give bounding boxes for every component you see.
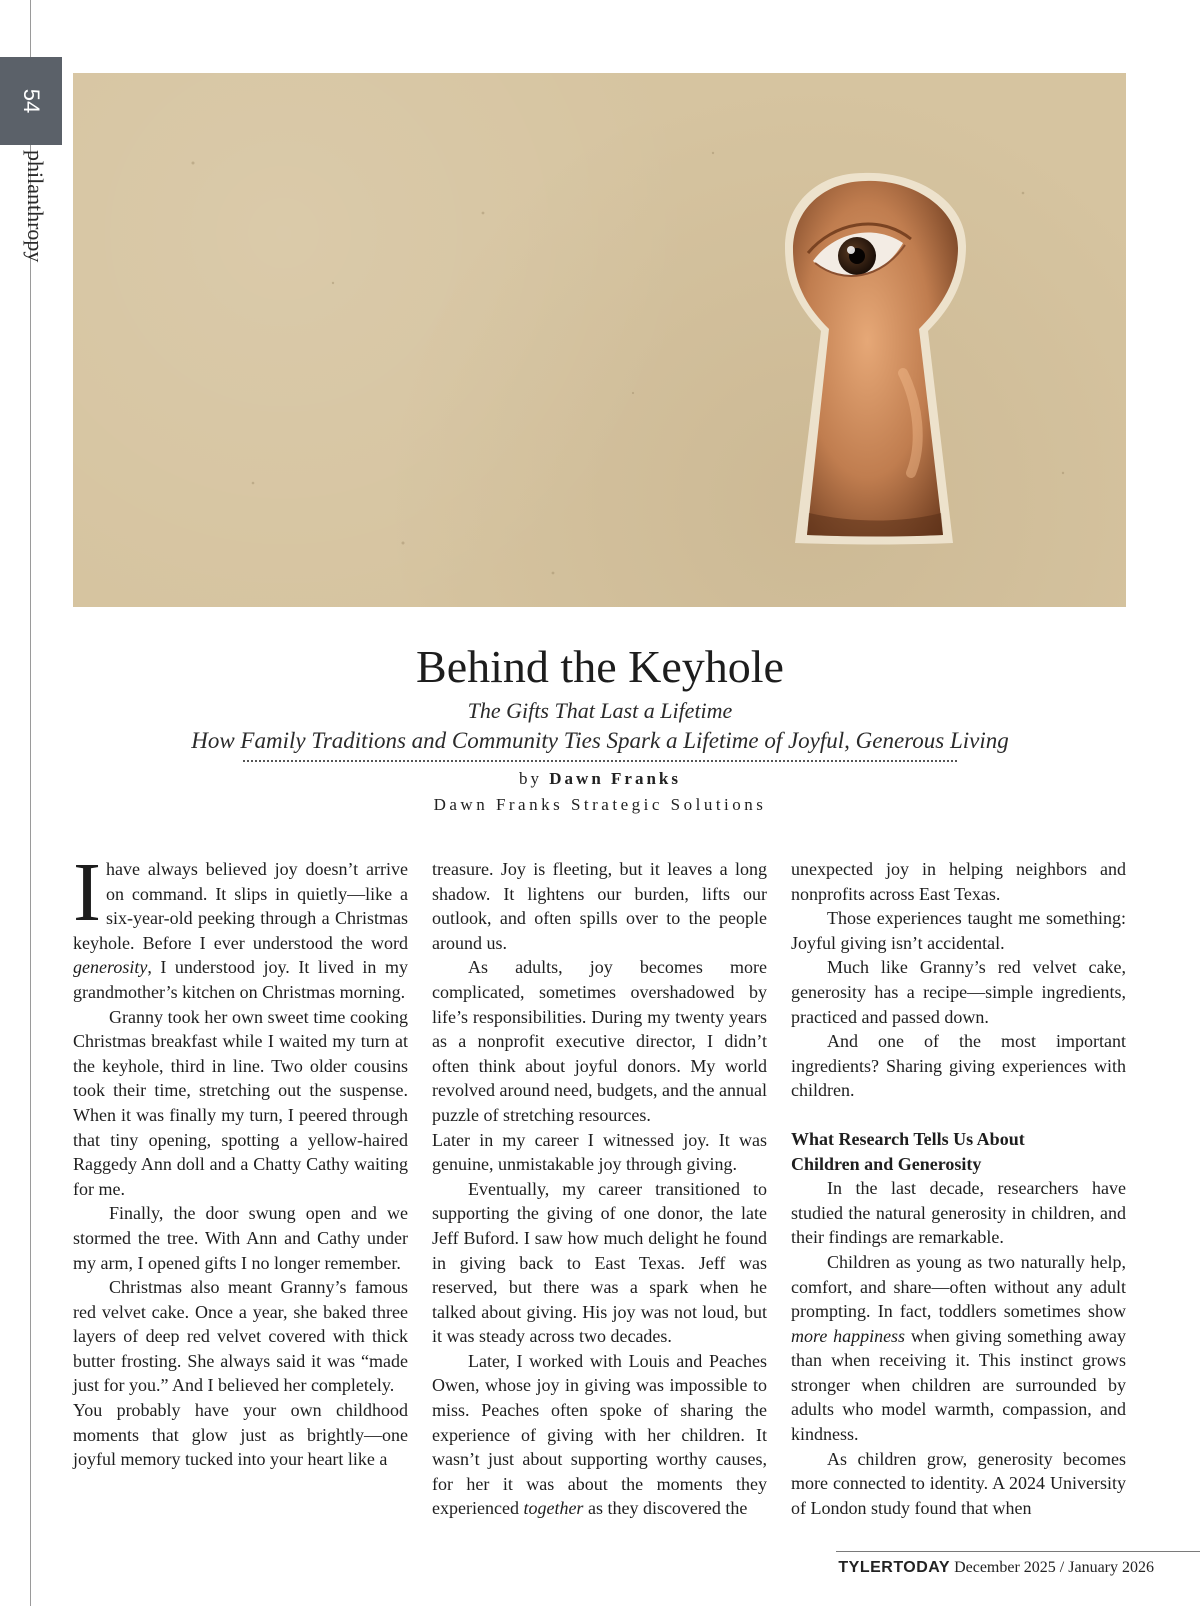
emphasis: more happiness [791,1325,906,1346]
page-number: 54 [18,88,44,114]
paragraph: You probably have your own childhood moments that glow just as brightly—one joyful memory tucked into your heart like a [73,1400,408,1470]
body-column-1 [73,846,408,1527]
magazine-brand: TYLERTODAY [838,1559,951,1576]
article-title: Behind the Keyhole [416,641,784,692]
paragraph: Eventually, my career transitioned to supporting the giving of one donor, the late Jeff Buford. I saw how much delight he found in giving back to East Texas. Jeff was reserved, but there was a spark when he talked about giving. His joy was not loud, but it was steady across two decades. [432,1178,767,1347]
body-column-2 [432,857,767,1527]
paragraph [432,1349,767,1521]
article-subtitle: The Gifts That Last a Lifetime [467,698,733,723]
section-heading [791,1127,1126,1176]
paragraph: Christmas also meant Granny’s famous red velvet cake. Once a year, she baked three layers of deep red velvet covered with thick butter frosting. She always said it was “made just for you.” And I believed her completely. [73,1277,408,1396]
footer [838,1560,1154,1576]
paragraph: treasure. Joy is fleeting, but it leaves a long shadow. It lightens our burden, lifts our outlook, and often spills over to the people around us. [432,859,767,953]
paragraph: Granny took her own sweet time cooking Christmas breakfast while I waited my turn at the keyhole, third in line. Two older cousins took their time, stretching out the suspense. When it was finally my turn, I peered through that tiny opening, spotting a yellow-haired Raggedy Ann doll and a Chatty Cathy waiting for me. [73,1006,408,1199]
body-column-3 [791,857,1126,1527]
text-run: Later, I worked with Louis and Peaches Owen, whose joy in giving was impossible to miss. Peaches often spoke of sharing the experience of giving with her children. It wasn’t just about supporting worthy causes, for her it was about the moments they experienced [432,1350,767,1519]
paragraph: In the last decade, researchers have studied the natural generosity in children, and their findings are remarkable. [791,1178,1126,1248]
paragraph: Much like Granny’s red velvet cake, generosity has a recipe—simple ingredients, practiced and passed down. [791,957,1126,1027]
keyhole-illustration [73,73,1126,607]
paragraph: Finally, the door swung open and we stormed the tree. With Ann and Cathy under my arm, I opened gifts I no longer remember. [73,1203,408,1273]
paragraph [791,1250,1126,1447]
emphasis: generosity [73,957,148,978]
byline-prefix: by [519,769,543,788]
text-run: as they discovered the [583,1498,748,1519]
paragraph: Those experiences taught me something: Joyful giving isn’t accidental. [791,908,1126,953]
paragraph: As children grow, generosity becomes more connected to identity. A 2024 University of London study found that when [791,1448,1126,1518]
author-name: Dawn Franks [549,769,681,788]
footer-rule [836,1551,1200,1552]
text-run: have always believed joy doesn’t arrive on command. It slips in quietly—like a six-year-old peeking through a Christmas keyhole. Before I ever understood the word [73,859,408,953]
section-label: philanthropy [23,150,48,263]
text-run: , I understood joy. It lived in my grandmother’s kitchen on Christmas morning. [73,957,408,1002]
text-run: when giving something away than when receiving it. This instinct grows stronger when children are surrounded by adults who model warmth, compassion, and kindness. [791,1325,1127,1445]
paragraph: Later in my career I witnessed joy. It was genuine, unmistakable joy through giving. [432,1129,767,1175]
article-deck: How Family Traditions and Community Ties Spark a Lifetime of Joyful, Generous Living [191,728,1009,753]
hero-image-keyhole [73,73,1126,607]
paragraph: As adults, joy becomes more complicated, sometimes overshadowed by life’s responsibilities. During my twenty years as a nonprofit executive director, I didn’t often think about joyful donors. My world revolved around need, budgets, and the annual puzzle of stretching resources. [432,957,767,1125]
drop-cap: I [73,846,101,939]
byline [0,770,1200,787]
page-number-tab [0,57,62,145]
paragraph [73,846,408,1005]
emphasis: together [523,1498,584,1519]
issue-date: December 2025 / January 2026 [954,1559,1154,1576]
heading-line: What Research Tells Us About [791,1128,1025,1149]
paragraph: And one of the most important ingredients? Sharing giving experiences with children. [791,1031,1126,1101]
heading-line: Children and Generosity [791,1153,982,1174]
paragraph: unexpected joy in helping neighbors and nonprofits across East Texas. [791,859,1126,904]
text-run: Children as young as two naturally help, comfort, and share—often without any adult prompting. In fact, toddlers sometimes show [791,1251,1126,1322]
author-company: Dawn Franks Strategic Solutions [433,795,767,814]
dotted-divider [243,760,957,762]
